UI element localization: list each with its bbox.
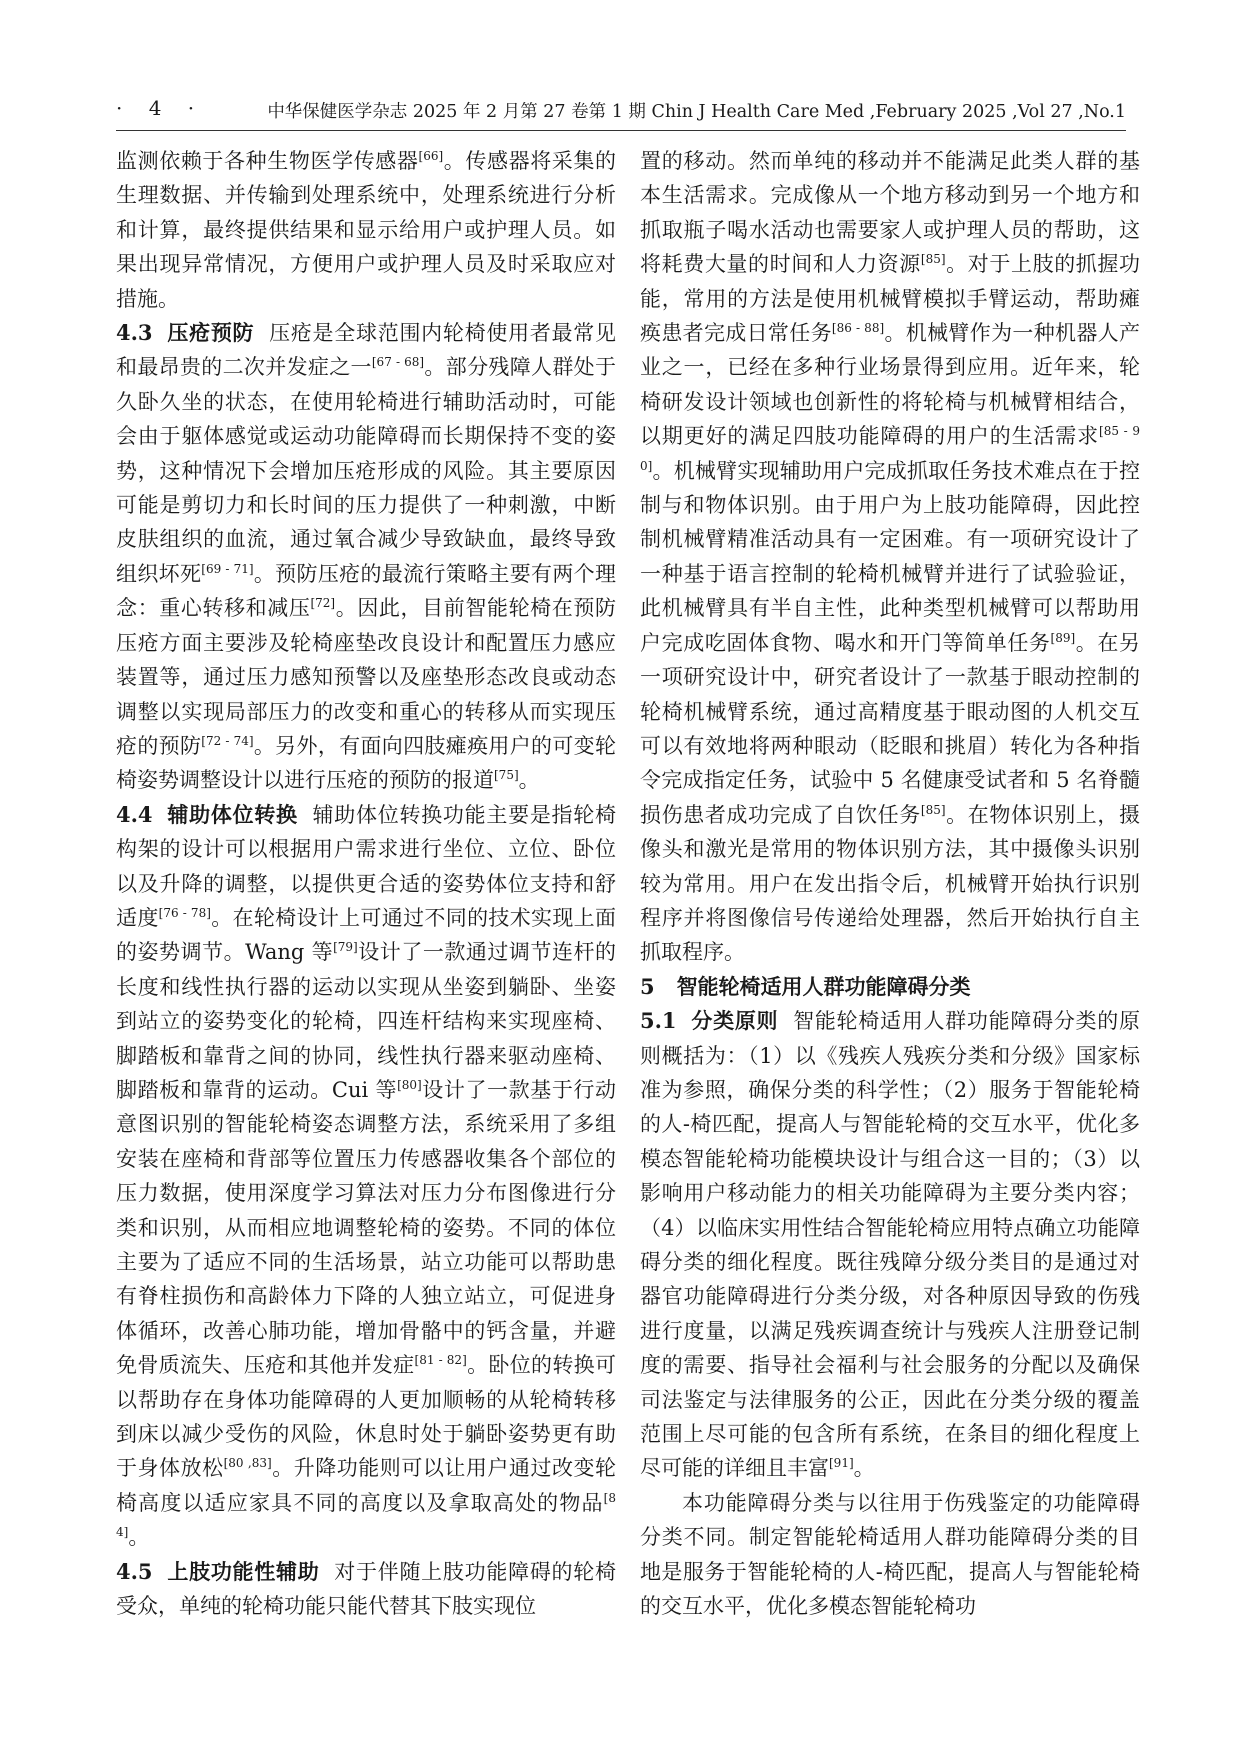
citation: [67 - 68] [371,355,425,370]
citation: [86 - 88] [831,321,885,336]
section-title: 智能轮椅适用人群功能障碍分类 [676,973,971,999]
citation: [72] [310,596,336,611]
section-5-heading [640,970,1140,1004]
paragraph: 本功能障碍分类与以往用于伤残鉴定的功能障碍分类不同。制定智能轮椅适用人群功能障碍分类的目地是服务于智能轮椅的人-椅匹配，提高人与智能轮椅的交互水平，优化多模态智能轮椅功 [640,1490,1140,1619]
citation: [75] [494,768,519,783]
section-title: 上肢功能性辅助 [167,1558,320,1584]
running-header [116,96,1126,130]
section-4-5: 4.5 上肢功能性辅助 对于伴随上肢功能障碍的轮椅受众，单纯的轮椅功能只能代替其下肢实现位 [116,1558,616,1619]
citation: [91] [829,1456,854,1471]
paragraph: 置的移动。然而单纯的移动并不能满足此类人群的基本生活需求。完成像从一个地方移动到另一个地方和抓取瓶子喝水活动也需要家人或护理人员的帮助，这将耗费大量的时间和人力资源[85]。对于上肢的抓握功能，常用的方法是使用机械臂模拟手臂运动，帮助瘫痪患者完成日常任务[86 - 88]。机械臂作为一种机器人产业之一，已经在多种行业场景得到应用。近年来，轮椅研发设计领域也创新性的将轮椅与机械臂相结合，以期更好的满足四肢功能障碍的用户的生活需求[85 - 90]。机械臂实现辅助用户完成抓取任务技术难点在于控制与和物体识别。由于用户为上肢功能障碍，因此控制机械臂精准活动具有一定困难。有一项研究设计了一种基于语言控制的轮椅机械臂并进行了试验验证，此机械臂具有半自主性，此种类型机械臂可以帮助用户完成吃固体食物、喝水和开门等简单任务[89]。在另一项研究设计中，研究者设计了一款基于眼动控制的轮椅机械臂系统，通过高精度基于眼动图的人机交互可以有效地将两种眼动（眨眼和挑眉）转化为各种指令完成指定任务，试验中 5 名健康受试者和 5 名脊髓损伤患者成功完成了自饮任务[85]。在物体识别上，摄像头和激光是常用的物体识别方法，其中摄像头识别较为常用。用户在发出指令后，机械臂开始执行识别程序并将图像信号传递给处理器，然后开始执行自主抓取程序。 [640,149,1141,965]
section-title: 辅助体位转换 [167,801,298,827]
section-number: 4.3 [116,320,153,346]
citation: [89] [1050,630,1076,645]
section-number: 4.5 [116,1558,153,1584]
section-number: 5.1 [640,1008,677,1034]
header-rule [116,130,1126,131]
section-4-3: 4.3 压疮预防 压疮是全球范围内轮椅使用者最常见和最昂贵的二次并发症之一[67 - 68]。部分残障人群处于久卧久坐的状态，在使用轮椅进行辅助活动时，可能会由于躯体感觉或运动功能障碍而长期保持不变的姿势，这种情况下会增加压疮形成的风险。其主要原因可能是剪切力和长时间的压力提供了一种刺激，中断皮肤组织的血流，通过氧合减少导致缺血，最终导致组织坏死[69 - 71]。预防压疮的最流行策略主要有两个理念：重心转移和减压[72]。因此，目前智能轮椅在预防压疮方面主要涉及轮椅座垫改良设计和配置压力感应装置等，通过压力感知预警以及座垫形态改良或动态调整以实现局部压力的改变和重心的转移从而实现压疮的预防[72 - 74]。另外，有面向四肢瘫痪用户的可变轮椅姿势调整设计以进行压疮的预防的报道[75]。 [116,320,617,793]
citation: [76 - 78] [158,905,211,920]
section-title: 分类原则 [691,1008,779,1034]
citation: [81 - 82] [414,1353,467,1368]
citation: [85] [920,252,946,267]
citation: [69 - 71] [201,561,254,576]
left-column [116,144,616,1623]
citation: [85 - 90] [640,424,1140,473]
section-title: 压疮预防 [167,320,255,346]
section-number: 5 [640,973,655,999]
right-column [640,144,1140,1623]
citation: [80] [397,1077,422,1092]
citation: [66] [418,149,444,163]
paragraph: 监测依赖于各种生物医学传感器[66]。传感器将采集的生理数据、并传输到处理系统中，处理系统进行分析和计算，最终提供结果和显示给用户或护理人员。如果出现异常情况，方便用户或护理人员及时采取应对措施。 [116,149,617,311]
section-5-1: 5.1 分类原则 智能轮椅适用人群功能障碍分类的原则概括为：（1）以《残疾人残疾分类和分级》国家标准为参照，确保分类的科学性；（2）服务于智能轮椅的人-椅匹配，提高人与智能轮椅的交互水平，优化多模态智能轮椅功能模块设计与组合这一目的；（3）以影响用户移动能力的相关功能障碍为主要分类内容；（4）以临床实用性结合智能轮椅应用特点确立功能障碍分类的细化程度。既往残障分级分类目的是通过对器官功能障碍进行分类分级，对各种原因导致的伤残进行度量，以满足残疾调查统计与残疾人注册登记制度的需要、指导社会福利与社会服务的分配以及确保司法鉴定与法律服务的公正，因此在分类分级的覆盖范围上尽可能的包含所有系统，在条目的细化程度上尽可能的详细且丰富[91]。 [640,1008,1141,1481]
section-number: 4.4 [116,801,153,827]
citation: [80 ,83] [223,1456,272,1471]
citation: [84] [116,1490,616,1540]
citation: [85] [920,802,946,817]
page-number: · 4 · [116,96,205,120]
citation: [72 - 74] [201,733,254,748]
citation: [79] [333,940,358,955]
journal-citation: 中华保健医学杂志 2025 年 2 月第 27 卷第 1 期 Chin J Health Care Med ,February 2025 ,Vol 27 ,No.1 [267,102,1126,122]
section-4-4: 4.4 辅助体位转换 辅助体位转换功能主要是指轮椅构架的设计可以根据用户需求进行坐位、立位、卧位以及升降的调整，以提供更合适的姿势体位支持和舒适度[76 - 78]。在轮椅设计上可通过不同的技术实现上面的姿势调节。Wang 等[79]设计了一款通过调节连杆的长度和线性执行器的运动以实现从坐姿到躺卧、坐姿到站立的姿势变化的轮椅，四连杆结构来实现座椅、脚踏板和靠背之间的协同，线性执行器来驱动座椅、脚踏板和靠背的运动。Cui 等[80]设计了一款基于行动意图识别的智能轮椅姿态调整方法，系统采用了多组安装在座椅和背部等位置压力传感器收集各个部位的压力数据，使用深度学习算法对压力分布图像进行分类和识别，从而相应地调整轮椅的姿势。不同的体位主要为了适应不同的生活场景，站立功能可以帮助患有脊柱损伤和高龄体力下降的人独立站立，可促进身体循环，改善心肺功能，增加骨骼中的钙含量，并避免骨质流失、压疮和其他并发症[81 - 82]。卧位的转换可以帮助存在身体功能障碍的人更加顺畅的从轮椅转移到床以减少受伤的风险，休息时处于躺卧姿势更有助于身体放松[80 ,83]。升降功能则可以让用户通过改变轮椅高度以适应家具不同的高度以及拿取高处的物品[84]。 [116,801,617,1550]
